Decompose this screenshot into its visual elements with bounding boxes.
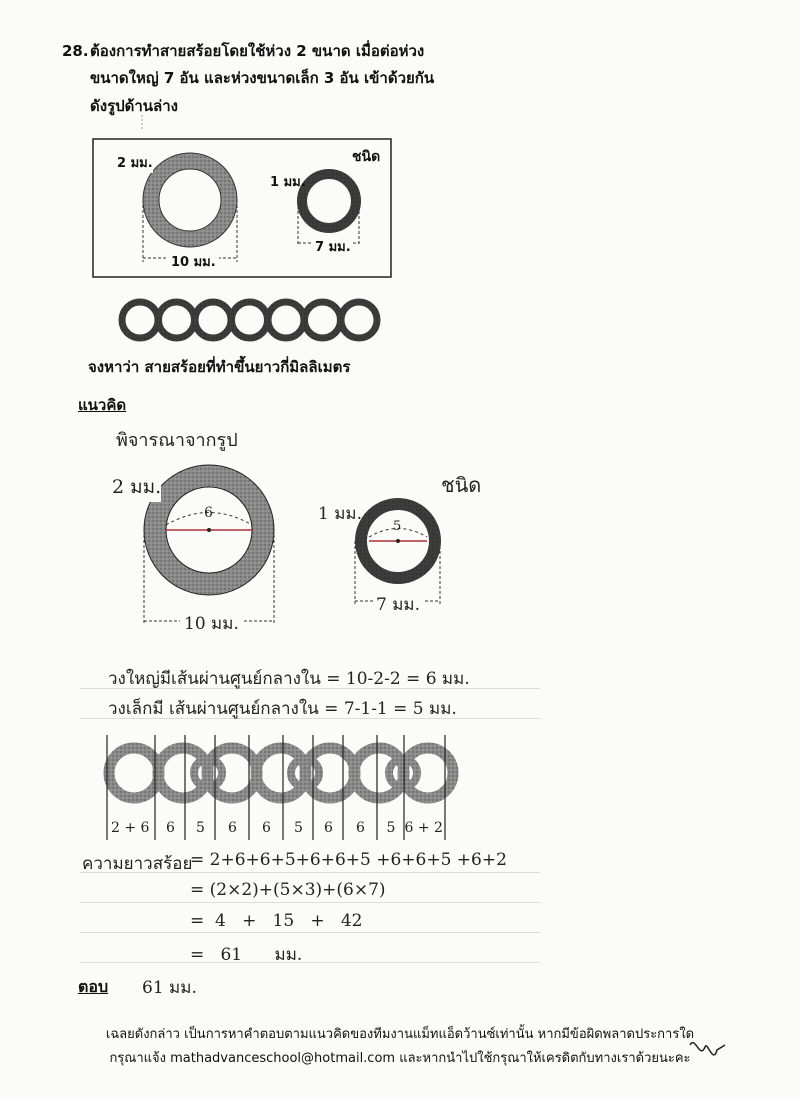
chain2-big-ring (256, 748, 306, 798)
answer-value: 61 มม. (142, 978, 197, 998)
question-number: 28. (62, 42, 89, 60)
small-thickness-label: 1 มม. (270, 175, 306, 190)
question-ask: จงหาว่า สายสร้อยที่ทำขึ้นยาวกี่มิลลิเมตร (88, 358, 351, 376)
sol-small-inner: 5 (393, 519, 402, 534)
segment-label: 6 (324, 820, 333, 836)
calc-line-1: = 2+6+6+5+6+6+5 +6+6+5 +6+2 (190, 850, 507, 870)
solution-line-1: วงใหญ่มีเส้นผ่านศูนย์กลางใน = 10-2-2 = 6 มม. (108, 669, 470, 689)
small-diameter-label: 7 มม. (313, 236, 353, 257)
sol-big-diameter: 10 มม. (180, 610, 243, 637)
sol-type-label: ชนิด (441, 473, 482, 497)
segment-label: 5 (386, 820, 396, 836)
solution-heading: แนวคิด (78, 396, 127, 414)
question-line-1: ต้องการทำสายสร้อยโดยใช้ห่วง 2 ขนาด เมื่อต่อห่วง (90, 42, 425, 60)
calc-label: ความยาวสร้อย (82, 854, 193, 874)
type-label: ชนิด (352, 149, 381, 165)
chain2-big-ring (158, 748, 208, 798)
calc-line-3: = 4 + 15 + 42 (190, 911, 363, 931)
segment-label: 6 (262, 820, 271, 836)
segment-label: 6 (166, 820, 175, 836)
big-diameter-label: 10 มม. (168, 251, 219, 272)
footer-line-2: กรุณาแจ้ง mathadvanceschool@hotmail.com และหากนำไปใช้กรุณาให้เครดิตกับทางเราด้วยนะคะ (109, 1051, 691, 1066)
calc-line-2: = (2×2)+(5×3)+(6×7) (190, 880, 386, 900)
solution-line-2: วงเล็กมี เส้นผ่านศูนย์กลางใน = 7-1-1 = 5 มม. (108, 699, 457, 719)
sol-big-thickness: 2 มม. (112, 472, 161, 502)
signature-mark (685, 1035, 745, 1075)
segment-label: 6 (228, 820, 237, 836)
chain2-big-ring (109, 748, 159, 798)
chain2-big-ring (354, 748, 404, 798)
answer-label: ตอบ (78, 977, 109, 996)
segment-labels (107, 820, 447, 840)
sol-small-diameter: 7 มม. (373, 591, 423, 618)
sol-big-inner: 6 (204, 505, 213, 521)
question-line-2: ขนาดใหญ่ 7 อัน และห่วงขนาดเล็ก 3 อัน เข้าด้วยกัน (90, 69, 435, 87)
solution-consider: พิจารณาจากรูป (116, 430, 238, 451)
segment-label: 6 + 2 (404, 820, 443, 836)
calc-line-4: = 61 มม. (190, 945, 303, 965)
question-line-3: ดังรูปด้านล่าง (90, 97, 179, 115)
segment-label: 2 + 6 (111, 820, 150, 836)
sol-small-thickness: 1 มม. (318, 504, 363, 524)
segment-label: 6 (356, 820, 365, 836)
big-thickness-label: 2 มม. (117, 152, 153, 173)
segment-label: 5 (196, 820, 205, 836)
footer-line-1: เฉลยดังกล่าว เป็นการหาคำตอบตามแนวคิดของทีมงานแม็ทแอ็ดว้านซ์เท่านั้น หากมีข้อผิดพลาดประการใด (105, 1027, 695, 1042)
segment-label: 5 (294, 820, 303, 836)
